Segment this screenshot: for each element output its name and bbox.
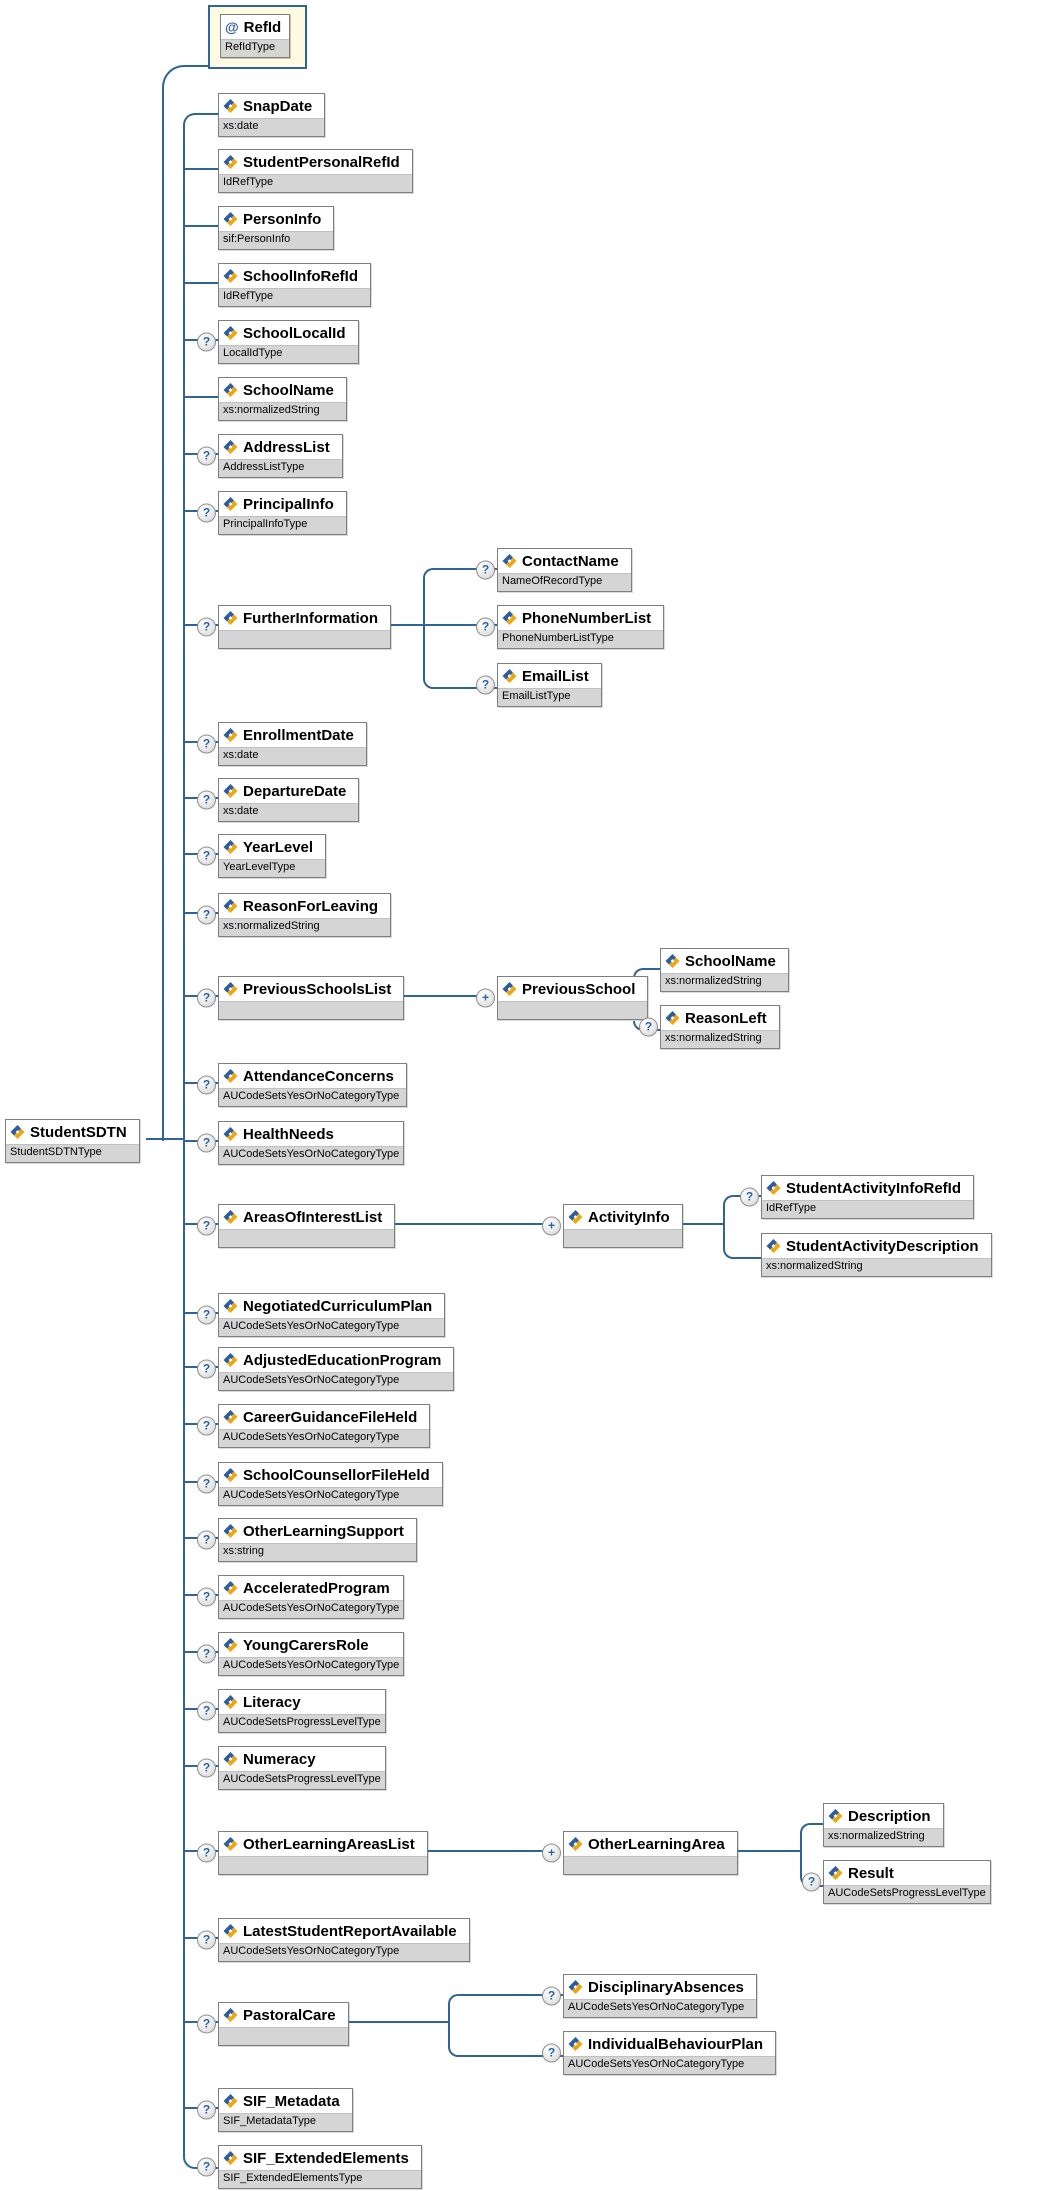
element-name: SchoolInfoRefId: [243, 267, 358, 285]
element-box-EmailList[interactable]: [497, 663, 602, 707]
optional-marker-icon: ?: [740, 1188, 759, 1207]
element-type: IdRefType: [762, 1200, 973, 1218]
element-type: [219, 1856, 427, 1874]
element-name: PreviousSchoolsList: [243, 980, 392, 998]
element-box-StudentActivityDescription[interactable]: [761, 1233, 992, 1277]
element-type: AUCodeSetsYesOrNoCategoryType: [219, 1318, 444, 1336]
element-node-AddressList: [202, 434, 343, 478]
element-type: AddressListType: [219, 459, 342, 477]
repeat-marker-icon: +: [542, 1844, 561, 1863]
element-icon: [665, 1011, 680, 1025]
optional-marker-icon: ?: [639, 1018, 658, 1037]
element-type: YearLevelType: [219, 859, 325, 877]
attribute-type: RefIdType: [221, 39, 289, 57]
element-name: AdjustedEducationProgram: [243, 1351, 442, 1369]
element-name: PrincipalInfo: [243, 495, 334, 513]
element-name: PhoneNumberList: [522, 609, 652, 627]
optional-marker-icon: ?: [197, 2015, 216, 2034]
element-type: AUCodeSetsYesOrNoCategoryType: [564, 1999, 756, 2017]
parent-connector-line: [738, 1850, 802, 1852]
element-type: PrincipalInfoType: [219, 516, 346, 534]
element-node-YoungCarersRole: [202, 1632, 404, 1676]
element-icon: [223, 982, 238, 996]
element-icon: [223, 1069, 238, 1083]
element-node-SnapDate: [218, 93, 325, 137]
element-icon: [223, 899, 238, 913]
element-type: AUCodeSetsYesOrNoCategoryType: [219, 1088, 406, 1106]
element-box-OtherLearningArea[interactable]: [563, 1831, 738, 1875]
optional-marker-icon: ?: [197, 1588, 216, 1607]
element-type: AUCodeSetsYesOrNoCategoryType: [219, 1943, 469, 1961]
element-type: AUCodeSetsYesOrNoCategoryType: [219, 1429, 429, 1447]
element-box-Literacy[interactable]: [218, 1689, 386, 1733]
element-box-PreviousSchoolsList[interactable]: [218, 976, 404, 1020]
element-icon: [568, 2037, 583, 2051]
attribute-container: [208, 5, 307, 69]
element-name: StudentSDTN: [30, 1123, 127, 1141]
element-box-CareerGuidanceFileHeld[interactable]: [218, 1404, 430, 1448]
element-name: StudentActivityDescription: [786, 1237, 979, 1255]
element-icon: [223, 1837, 238, 1851]
optional-marker-icon: ?: [197, 1475, 216, 1494]
element-box-SIF_ExtendedElements[interactable]: [218, 2145, 422, 2189]
attribute-box-RefId[interactable]: [220, 14, 290, 58]
element-icon: [223, 1299, 238, 1313]
element-node-AdjustedEducationProgram: [202, 1347, 454, 1391]
element-name: AttendanceConcerns: [243, 1067, 394, 1085]
element-name: CareerGuidanceFileHeld: [243, 1408, 418, 1426]
element-box-Description[interactable]: [823, 1803, 944, 1847]
element-type: xs:date: [219, 118, 324, 136]
element-icon: [223, 269, 238, 283]
optional-marker-icon: ?: [197, 989, 216, 1008]
element-icon: [223, 728, 238, 742]
element-box-OtherLearningAreasList[interactable]: [218, 1831, 428, 1875]
element-box-DepartureDate[interactable]: [218, 778, 359, 822]
element-type: AUCodeSetsYesOrNoCategoryType: [219, 1146, 403, 1164]
element-type: EmailListType: [498, 688, 601, 706]
element-icon: [10, 1125, 25, 1139]
element-type: xs:normalizedString: [219, 402, 346, 420]
element-box-PersonInfo[interactable]: [218, 206, 334, 250]
element-name: Description: [848, 1807, 931, 1825]
element-box-PhoneNumberList[interactable]: [497, 605, 664, 649]
element-name: SchoolLocalId: [243, 324, 346, 342]
element-node-PersonInfo: [218, 206, 334, 250]
element-icon: [502, 554, 517, 568]
element-name: OtherLearningAreasList: [243, 1835, 415, 1853]
element-node-SchoolName: [218, 377, 347, 421]
element-name: AddressList: [243, 438, 330, 456]
element-icon: [502, 669, 517, 683]
element-icon: [223, 383, 238, 397]
child-connector-line: [183, 225, 219, 227]
element-box-PastoralCare[interactable]: [218, 2002, 349, 2046]
element-node-SIF_Metadata: [202, 2088, 353, 2132]
element-name: SchoolCounsellorFileHeld: [243, 1466, 430, 1484]
element-node-AttendanceConcerns: [202, 1063, 407, 1107]
element-icon: [223, 1353, 238, 1367]
optional-marker-icon: ?: [197, 906, 216, 925]
element-node-EnrollmentDate: [202, 722, 367, 766]
element-node-FurtherInformation: [202, 605, 391, 649]
element-icon: [223, 1468, 238, 1482]
element-type: [219, 2027, 348, 2045]
element-name: Result: [848, 1864, 894, 1882]
element-name: PersonInfo: [243, 210, 322, 228]
optional-marker-icon: ?: [476, 561, 495, 580]
element-box-PreviousSchool[interactable]: [497, 976, 648, 1020]
optional-marker-icon: ?: [476, 618, 495, 637]
element-node-OtherLearningArea: [547, 1831, 738, 1875]
element-type: StudentSDTNType: [6, 1144, 139, 1162]
element-node-PhoneNumberList: [481, 605, 664, 649]
element-box-SchoolInfoRefId[interactable]: [218, 263, 371, 307]
attribute-at-icon: @: [225, 19, 239, 35]
element-box-FurtherInformation[interactable]: [218, 605, 391, 649]
element-node-StudentActivityDescription: [761, 1233, 992, 1277]
element-box-SchoolName2[interactable]: [660, 948, 789, 992]
element-name: SIF_Metadata: [243, 2092, 340, 2110]
element-box-SchoolLocalId[interactable]: [218, 320, 359, 364]
element-icon: [223, 1410, 238, 1424]
element-box-ActivityInfo[interactable]: [563, 1204, 683, 1248]
element-box-ContactName[interactable]: [497, 548, 632, 592]
optional-marker-icon: ?: [197, 504, 216, 523]
element-node-IndividualBehaviourPlan: [547, 2031, 776, 2075]
element-node-DisciplinaryAbsences: [547, 1974, 757, 2018]
element-icon: [568, 1210, 583, 1224]
element-icon: [223, 497, 238, 511]
element-type: AUCodeSetsYesOrNoCategoryType: [219, 1372, 453, 1390]
optional-marker-icon: ?: [542, 2044, 561, 2063]
element-type: NameOfRecordType: [498, 573, 631, 591]
optional-marker-icon: ?: [197, 847, 216, 866]
element-node-SchoolInfoRefId: [218, 263, 371, 307]
element-node-DepartureDate: [202, 778, 359, 822]
element-type: xs:normalizedString: [824, 1828, 943, 1846]
element-type: xs:normalizedString: [219, 918, 390, 936]
element-type: PhoneNumberListType: [498, 630, 663, 648]
element-name: ContactName: [522, 552, 619, 570]
optional-marker-icon: ?: [197, 1306, 216, 1325]
element-node-StudentSDTN: [5, 1119, 140, 1163]
element-name: PreviousSchool: [522, 980, 636, 998]
element-box-EnrollmentDate[interactable]: [218, 722, 367, 766]
element-node-LatestStudentReportAvailable: [202, 1918, 470, 1962]
element-name: FurtherInformation: [243, 609, 378, 627]
element-type: AUCodeSetsProgressLevelType: [219, 1771, 385, 1789]
element-type: [219, 1229, 394, 1247]
optional-marker-icon: ?: [802, 1873, 821, 1892]
element-name: SchoolName: [685, 952, 776, 970]
element-icon: [568, 1980, 583, 1994]
element-box-SIF_Metadata[interactable]: [218, 2088, 353, 2132]
element-name: DisciplinaryAbsences: [588, 1978, 744, 1996]
optional-marker-icon: ?: [197, 735, 216, 754]
element-type: IdRefType: [219, 174, 412, 192]
element-node-Description: [823, 1803, 944, 1847]
element-name: SIF_ExtendedElements: [243, 2149, 409, 2167]
optional-marker-icon: ?: [197, 1844, 216, 1863]
element-box-AreasOfInterestList[interactable]: [218, 1204, 395, 1248]
element-icon: [223, 2094, 238, 2108]
optional-marker-icon: ?: [197, 1076, 216, 1095]
element-box-PrincipalInfo[interactable]: [218, 491, 347, 535]
optional-marker-icon: ?: [197, 1217, 216, 1236]
element-icon: [766, 1181, 781, 1195]
optional-marker-icon: ?: [197, 1931, 216, 1950]
element-name: SnapDate: [243, 97, 313, 115]
element-type: xs:normalizedString: [661, 1030, 779, 1048]
element-node-SchoolCounsellorFileHeld: [202, 1462, 443, 1506]
optional-marker-icon: ?: [197, 2101, 216, 2120]
element-box-DisciplinaryAbsences[interactable]: [563, 1974, 757, 2018]
element-name: Numeracy: [243, 1750, 316, 1768]
element-box-YoungCarersRole[interactable]: [218, 1632, 404, 1676]
element-node-EmailList: [481, 663, 602, 707]
element-icon: [223, 1127, 238, 1141]
element-type: AUCodeSetsProgressLevelType: [824, 1885, 990, 1903]
element-node-StudentPersonalRefId: [218, 149, 413, 193]
element-box-OtherLearningSupport[interactable]: [218, 1518, 417, 1562]
element-box-AddressList[interactable]: [218, 434, 343, 478]
optional-marker-icon: ?: [197, 791, 216, 810]
element-type: [219, 630, 390, 648]
optional-marker-icon: ?: [197, 1531, 216, 1550]
parent-connector-line: [349, 2021, 450, 2023]
element-node-ActivityInfo: [547, 1204, 683, 1248]
repeat-marker-icon: +: [476, 989, 495, 1008]
element-type: xs:normalizedString: [762, 1258, 991, 1276]
element-node-NegotiatedCurriculumPlan: [202, 1293, 445, 1337]
element-type: xs:date: [219, 747, 366, 765]
optional-marker-icon: ?: [476, 676, 495, 695]
element-icon: [223, 1752, 238, 1766]
element-icon: [223, 1695, 238, 1709]
child-connector-line: [183, 282, 219, 284]
element-type: [564, 1856, 737, 1874]
element-box-ReasonForLeaving[interactable]: [218, 893, 391, 937]
element-node-PreviousSchoolsList: [202, 976, 404, 1020]
element-name: ActivityInfo: [588, 1208, 670, 1226]
element-node-Numeracy: [202, 1746, 386, 1790]
child-connector-line: [183, 396, 219, 398]
element-name: Literacy: [243, 1693, 301, 1711]
element-icon: [223, 1581, 238, 1595]
element-icon: [223, 99, 238, 113]
element-name: LatestStudentReportAvailable: [243, 1922, 457, 1940]
element-node-PreviousSchool: [481, 976, 648, 1020]
element-icon: [502, 982, 517, 996]
element-type: xs:date: [219, 803, 358, 821]
element-name: EmailList: [522, 667, 589, 685]
element-type: sif:PersonInfo: [219, 231, 333, 249]
element-node-AreasOfInterestList: [202, 1204, 395, 1248]
element-name: ReasonLeft: [685, 1009, 767, 1027]
repeat-marker-icon: +: [542, 1217, 561, 1236]
element-icon: [828, 1809, 843, 1823]
element-icon: [568, 1837, 583, 1851]
element-icon: [223, 326, 238, 340]
element-icon: [665, 954, 680, 968]
element-type: AUCodeSetsYesOrNoCategoryType: [219, 1657, 403, 1675]
element-name: OtherLearningSupport: [243, 1522, 404, 1540]
element-type: AUCodeSetsYesOrNoCategoryType: [219, 1487, 442, 1505]
element-node-ReasonLeft: [644, 1005, 780, 1049]
element-node-CareerGuidanceFileHeld: [202, 1404, 430, 1448]
element-node-SchoolName2: [660, 948, 789, 992]
element-name: ReasonForLeaving: [243, 897, 379, 915]
element-name: YoungCarersRole: [243, 1636, 369, 1654]
optional-marker-icon: ?: [197, 447, 216, 466]
optional-marker-icon: ?: [197, 2158, 216, 2177]
element-node-StudentActivityInfoRefId: [745, 1175, 974, 1219]
element-node-HealthNeeds: [202, 1121, 404, 1165]
element-name: IndividualBehaviourPlan: [588, 2035, 764, 2053]
element-node-PrincipalInfo: [202, 491, 347, 535]
element-icon: [502, 611, 517, 625]
element-name: YearLevel: [243, 838, 314, 856]
element-type: LocalIdType: [219, 345, 358, 363]
element-name: SchoolName: [243, 381, 334, 399]
element-node-AcceleratedProgram: [202, 1575, 404, 1619]
element-box-Numeracy[interactable]: [218, 1746, 386, 1790]
element-name: OtherLearningArea: [588, 1835, 725, 1853]
element-name: StudentPersonalRefId: [243, 153, 400, 171]
optional-marker-icon: ?: [197, 618, 216, 637]
element-type: [498, 1001, 647, 1019]
element-type: AUCodeSetsProgressLevelType: [219, 1714, 385, 1732]
element-box-StudentPersonalRefId[interactable]: [218, 149, 413, 193]
element-icon: [223, 840, 238, 854]
element-node-SIF_ExtendedElements: [202, 2145, 422, 2189]
element-icon: [223, 611, 238, 625]
element-node-ReasonForLeaving: [202, 893, 391, 937]
optional-marker-icon: ?: [197, 1360, 216, 1379]
element-icon: [223, 2008, 238, 2022]
element-icon: [766, 1239, 781, 1253]
element-box-StudentActivityInfoRefId[interactable]: [761, 1175, 974, 1219]
element-node-Result: [807, 1860, 991, 1904]
element-node-OtherLearningAreasList: [202, 1831, 428, 1875]
element-box-SnapDate[interactable]: [218, 93, 325, 137]
element-node-YearLevel: [202, 834, 326, 878]
element-icon: [223, 2151, 238, 2165]
element-type: [564, 1229, 682, 1247]
element-box-YearLevel[interactable]: [218, 834, 326, 878]
element-node-SchoolLocalId: [202, 320, 359, 364]
parent-connector-line: [391, 624, 425, 626]
element-name: PastoralCare: [243, 2006, 336, 2024]
optional-marker-icon: ?: [197, 333, 216, 352]
element-name: AreasOfInterestList: [243, 1208, 383, 1226]
element-icon: [223, 155, 238, 169]
element-icon: [223, 212, 238, 226]
optional-marker-icon: ?: [542, 1987, 561, 2006]
element-icon: [223, 1638, 238, 1652]
element-box-Result[interactable]: [823, 1860, 991, 1904]
parent-connector-line: [683, 1223, 725, 1225]
element-box-ReasonLeft[interactable]: [660, 1005, 780, 1049]
element-name: AcceleratedProgram: [243, 1579, 390, 1597]
element-node-OtherLearningSupport: [202, 1518, 417, 1562]
element-box-AttendanceConcerns[interactable]: [218, 1063, 407, 1107]
element-type: xs:string: [219, 1543, 416, 1561]
element-icon: [223, 1524, 238, 1538]
element-box-SchoolCounsellorFileHeld[interactable]: [218, 1462, 443, 1506]
element-name: HealthNeeds: [243, 1125, 334, 1143]
element-box-AcceleratedProgram[interactable]: [218, 1575, 404, 1619]
element-type: IdRefType: [219, 288, 370, 306]
element-box-NegotiatedCurriculumPlan[interactable]: [218, 1293, 445, 1337]
element-box-IndividualBehaviourPlan[interactable]: [563, 2031, 776, 2075]
element-type: xs:normalizedString: [661, 973, 788, 991]
optional-marker-icon: ?: [197, 1702, 216, 1721]
parent-connector-line: [428, 1850, 557, 1852]
optional-marker-icon: ?: [197, 1417, 216, 1436]
element-name: StudentActivityInfoRefId: [786, 1179, 961, 1197]
element-type: AUCodeSetsYesOrNoCategoryType: [219, 1600, 403, 1618]
element-node-ContactName: [481, 548, 632, 592]
optional-marker-icon: ?: [197, 1134, 216, 1153]
root-connector-line: [146, 1138, 184, 1140]
element-node-Literacy: [202, 1689, 386, 1733]
child-connector-line: [183, 168, 219, 170]
element-icon: [223, 784, 238, 798]
element-type: AUCodeSetsYesOrNoCategoryType: [564, 2056, 775, 2074]
parent-connector-line: [395, 1223, 557, 1225]
element-icon: [223, 440, 238, 454]
element-name: NegotiatedCurriculumPlan: [243, 1297, 433, 1315]
element-node-PastoralCare: [202, 2002, 349, 2046]
element-name: DepartureDate: [243, 782, 347, 800]
element-type: [219, 1001, 403, 1019]
element-box-SchoolName[interactable]: [218, 377, 347, 421]
element-box-StudentSDTN[interactable]: [5, 1119, 140, 1163]
attribute-name: RefId: [243, 18, 282, 36]
element-type: SIF_ExtendedElementsType: [219, 2170, 421, 2188]
element-name: EnrollmentDate: [243, 726, 354, 744]
element-box-AdjustedEducationProgram[interactable]: [218, 1347, 454, 1391]
element-icon: [223, 1924, 238, 1938]
element-icon: [223, 1210, 238, 1224]
optional-marker-icon: ?: [197, 1759, 216, 1778]
element-type: SIF_MetadataType: [219, 2113, 352, 2131]
element-icon: [828, 1866, 843, 1880]
optional-marker-icon: ?: [197, 1645, 216, 1664]
element-box-HealthNeeds[interactable]: [218, 1121, 404, 1165]
element-box-LatestStudentReportAvailable[interactable]: [218, 1918, 470, 1962]
